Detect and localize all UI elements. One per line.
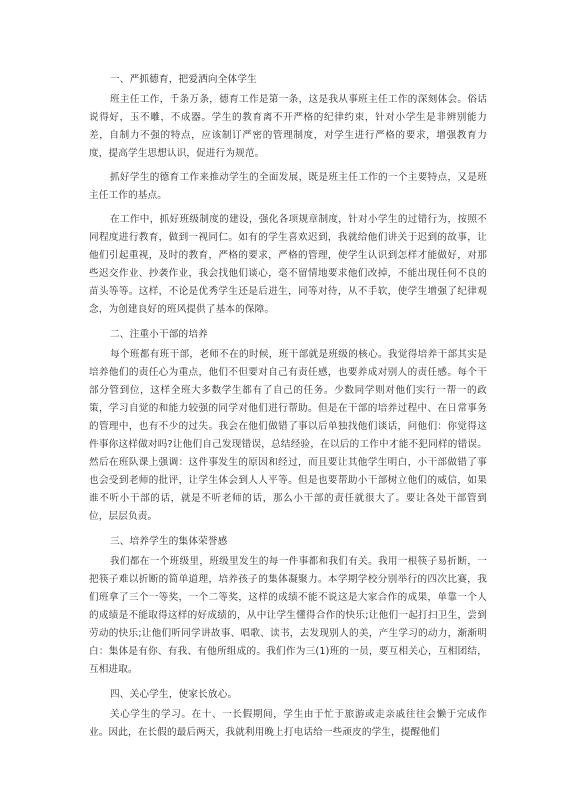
document-body: [89, 72, 487, 742]
paragraph: 抓好学生的德育工作来推动学生的全面发展，既是班主任工作的一个主要特点，又是班主任工作的基点。: [89, 172, 487, 201]
section-heading: 三、培养学生的集体荣誉感: [110, 536, 228, 547]
paragraph: 我们都在一个班级里，班级里发生的每一件事都和我们有关。我用一根筷子易折断，一把筷子难以折断的简单道理，培养孩子的集体凝聚力。本学期学校分别举行的四次比赛，我们班拿了三个一等奖，一个二等奖，这样的成绩不能不说这是大家合作的成果，单靠一个人的成绩是不能取得这样的好成绩的，从中让学生懂得合作的快乐;让他们一起打扫卫生，尝到劳动的快乐;让他们听同学讲故事、唱歌、读书，去发现别人的美，产生学习的动力，渐渐明白：集体是有你、有我、有他所组成的。我们作为三(1)班的一员，要互相关心，互相团结，互相进取。: [89, 556, 487, 675]
section-heading: 四、关心学生，使家长放心。: [110, 689, 238, 700]
section-heading: 一、严抓德育，把爱洒向全体学生: [110, 74, 257, 85]
paragraph: 班主任工作，千条万条，德育工作是第一条，这是我从事班主任工作的深刻体会。俗话说得好，玉不雕，不成器。学生的教育离不开严格的纪律约束，针对小学生是非辨别能力差，自制力不强的特点，应该制订严密的管理制度，对学生进行严格的要求，增强教育力度，提高学生思想认识，促进行为规范。: [89, 94, 487, 159]
paragraph: 在工作中，抓好班级制度的建设，强化各项规章制度，针对小学生的过错行为，按照不同程度进行教育，做到一视同仁。如有的学生喜欢迟到，我就给他们讲关于迟到的故事，让他们引起重视，及时的教育，严格的要求，严格的管理，使学生认识到怎样才能做好，对那些迟交作业、抄袭作业，我会找他们谈心，毫不留情地要求他们改掉，不能出现任何不良的苗头等等。这样，不论是优秀学生还是后进生，同等对待，从不手软，使学生增强了纪律观念，为创建良好的班风提供了基本的保障。: [89, 214, 487, 315]
section-heading: 二、注重小干部的培养: [110, 329, 208, 340]
paragraph: 关心学生的学习。在十、一长假期间，学生由于忙于旅游或走亲戚往往会懒于完成作业。因此，在长假的最后两天，我就利用晚上打电话给一些顽皮的学生，提醒他们: [89, 709, 487, 738]
paragraph: 每个班都有班干部，老师不在的时候，班干部就是班级的核心。我觉得培养干部其实是培养他们的责任心为重点，他们不但要对自己有责任感，也要养成对别人的责任感。每个干部分管到位，这样全班大多数学生都有了自己的任务。少数同学则对他们实行一帮一的政策，学习自觉的和能力较强的同学对他们进行帮助。但是在干部的培养过程中、在日常事务的管理中，也有不少的过失。我会在他们做错了事以后单独找他们谈话，问他们：你觉得这件事你这样做对吗?让他们自己发现错误，总结经验，在以后的工作中才能不犯同样的错误。然后在班队课上强调：这件事发生的原因和经过，而且要让其他学生明白，小干部做错了事也会受到老师的批评，让学生体会到人人平等。但是也要帮助小干部树立他们的威信，如果谁不听小干部的话，就是不听老师的话，那么小干部的责任就很大了。要让各处干部管到位，层层负责。: [89, 349, 487, 522]
